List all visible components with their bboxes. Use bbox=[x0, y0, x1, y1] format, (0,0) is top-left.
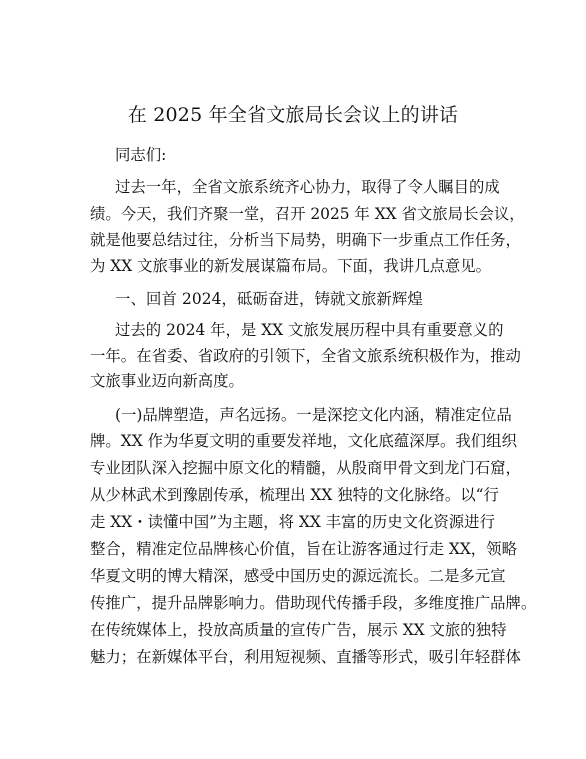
paragraph-line: 专业团队深入挖掘中原文化的精髓，从殷商甲骨文到龙门石窟， bbox=[90, 459, 521, 477]
paragraph-line: 就是他要总结过往，分析当下局势，明确下一步重点工作任务， bbox=[90, 231, 521, 249]
section-heading: 一、回首 2024，砥砺奋进，铸就文旅新辉煌 bbox=[115, 290, 423, 308]
document-title: 在 2025 年全省文旅局长会议上的讲话 bbox=[127, 104, 459, 126]
paragraph-line: 过去的 2024 年，是 XX 文旅发展历程中具有重要意义的 bbox=[115, 321, 504, 339]
paragraph-line: 魅力；在新媒体平台，利用短视频、直播等形式，吸引年轻群体 bbox=[90, 648, 521, 666]
paragraph-line: 从少林武术到豫剧传承，梳理出 XX 独特的文化脉络。以“行 bbox=[90, 486, 499, 504]
paragraph-line: 走 XX・读懂中国”为主题，将 XX 丰富的历史文化资源进行 bbox=[90, 513, 495, 531]
paragraph-line: (一)品牌塑造，声名远扬。一是深挖文化内涵，精准定位品 bbox=[115, 406, 512, 424]
paragraph-line: 绩。今天，我们齐聚一堂，召开 2025 年 XX 省文旅局长会议， bbox=[90, 205, 525, 223]
paragraph-line: 为 XX 文旅事业的新发展谋篇布局。下面，我讲几点意见。 bbox=[90, 257, 492, 275]
paragraph-line: 牌。XX 作为华夏文明的重要发祥地，文化底蕴深厚。我们组织 bbox=[90, 432, 517, 450]
greeting: 同志们: bbox=[115, 146, 167, 164]
paragraph-line: 华夏文明的博大精深，感受中国历史的源远流长。二是多元宣 bbox=[90, 567, 506, 585]
paragraph-line: 整合，精准定位品牌核心价值，旨在让游客通过行走 XX，领略 bbox=[90, 540, 517, 558]
paragraph-line: 传推广，提升品牌影响力。借助现代传播手段，多维度推广品牌。 bbox=[90, 594, 537, 612]
paragraph-line: 过去一年，全省文旅系统齐心协力，取得了令人瞩目的成 bbox=[115, 178, 500, 196]
paragraph-line: 文旅事业迈向新高度。 bbox=[90, 372, 244, 390]
paragraph-line: 在传统媒体上，投放高质量的宣传广告，展示 XX 文旅的独特 bbox=[90, 621, 507, 639]
paragraph-line: 一年。在省委、省政府的引领下，全省文旅系统积极作为，推动 bbox=[90, 347, 521, 365]
